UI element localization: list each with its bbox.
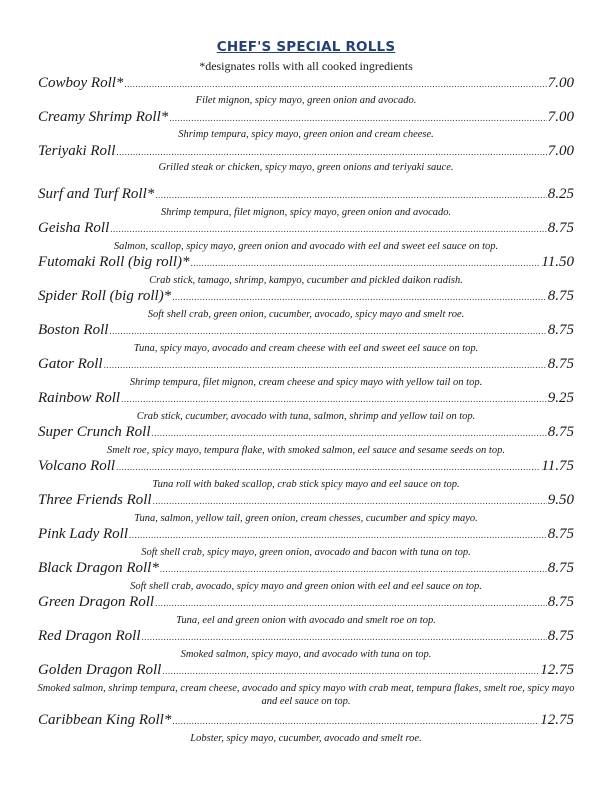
menu-item-row xyxy=(38,143,574,161)
leader-dots xyxy=(110,224,547,234)
leader-dots xyxy=(129,530,547,540)
item-description: Shrimp tempura, spicy mayo, green onion and cream cheese. xyxy=(178,129,434,140)
item-price: 7.00 xyxy=(547,109,574,125)
leader-dots xyxy=(124,79,546,89)
menu-item-row xyxy=(38,526,574,544)
item-price: 8.75 xyxy=(547,594,574,610)
leader-dots xyxy=(121,394,547,404)
item-description: Smelt roe, spicy mayo, tempura flake, with smoked salmon, eel sauce and sesame seeds on top. xyxy=(107,445,505,456)
page-title: CHEF'S SPECIAL ROLLS xyxy=(216,39,396,55)
leader-dots xyxy=(109,326,546,336)
page-subtitle: *designates rolls with all cooked ingredients xyxy=(199,59,413,73)
leader-dots xyxy=(160,564,547,574)
menu-item-row xyxy=(38,75,574,93)
item-description: Smoked salmon, spicy mayo, and avocado with tuna on top. xyxy=(180,649,432,660)
item-name: Red Dragon Roll xyxy=(38,628,141,644)
item-name: Volcano Roll xyxy=(38,458,116,474)
item-description: Soft shell crab, spicy mayo, green onion, avocado and bacon with tuna on top. xyxy=(141,547,471,558)
item-description: Soft shell crab, green onion, cucumber, avocado, spicy mayo and smelt roe. xyxy=(147,309,465,320)
item-name: Spider Roll (big roll)* xyxy=(38,288,172,304)
leader-dots xyxy=(116,462,540,472)
item-price: 7.00 xyxy=(547,75,574,91)
menu-item-row xyxy=(38,109,574,127)
menu-item-row xyxy=(38,628,574,646)
menu-item-row xyxy=(38,712,574,730)
item-price: 7.00 xyxy=(547,143,574,159)
menu-item-row xyxy=(38,424,574,442)
leader-dots xyxy=(104,360,547,370)
item-name: Cowboy Roll* xyxy=(38,75,124,91)
item-price: 9.25 xyxy=(547,390,574,406)
leader-dots xyxy=(155,190,546,200)
item-description: Smoked salmon, shrimp tempura, cream cheese, avocado and spicy mayo with crab meat, tempura flakes, smelt roe, spicy mayo and eel sauce on top. xyxy=(37,683,575,707)
item-description: Salmon, scallop, spicy mayo, green onion and avocado with eel and sweet eel sauce on top. xyxy=(113,241,499,252)
item-price: 11.75 xyxy=(541,458,574,474)
item-name: Three Friends Roll xyxy=(38,492,152,508)
item-description: Tuna, spicy mayo, avocado and cream cheese with eel and sweet eel sauce on top. xyxy=(133,343,479,354)
item-description: Shrimp tempura, filet mignon, spicy mayo, green onion and avocado. xyxy=(160,207,452,218)
menu-item-row xyxy=(38,186,574,204)
item-name: Gator Roll xyxy=(38,356,103,372)
leader-dots xyxy=(191,258,541,268)
item-name: Pink Lady Roll xyxy=(38,526,128,542)
item-name: Boston Roll xyxy=(38,322,109,338)
item-price: 9.50 xyxy=(547,492,574,508)
menu-item-row xyxy=(38,458,574,476)
leader-dots xyxy=(155,598,547,608)
item-description: Tuna roll with baked scallop, crab stick spicy mayo and eel sauce on top. xyxy=(152,479,460,490)
item-name: Rainbow Roll xyxy=(38,390,121,406)
menu-item-row xyxy=(38,492,574,510)
leader-dots xyxy=(142,632,547,642)
menu-item-row xyxy=(38,322,574,340)
item-description: Crab stick, cucumber, avocado with tuna, salmon, shrimp and yellow tail on top. xyxy=(136,411,476,422)
item-name: Green Dragon Roll xyxy=(38,594,155,610)
item-price: 8.75 xyxy=(547,560,574,576)
menu-item-row xyxy=(38,356,574,374)
menu-item-row xyxy=(38,390,574,408)
menu-item-row xyxy=(38,662,574,680)
menu-item-row xyxy=(38,254,574,272)
item-description: Grilled steak or chicken, spicy mayo, green onions and teriyaki sauce. xyxy=(158,162,454,173)
item-name: Futomaki Roll (big roll)* xyxy=(38,254,190,270)
menu-item-row xyxy=(38,288,574,306)
item-price: 8.25 xyxy=(547,186,574,202)
item-name: Golden Dragon Roll xyxy=(38,662,162,678)
item-price: 8.75 xyxy=(547,288,574,304)
item-description: Shrimp tempura, filet mignon, cream cheese and spicy mayo with yellow tail on top. xyxy=(129,377,483,388)
item-name: Creamy Shrimp Roll* xyxy=(38,109,169,125)
item-name: Black Dragon Roll* xyxy=(38,560,159,576)
item-price: 8.75 xyxy=(547,424,574,440)
menu-item-row xyxy=(38,560,574,578)
item-name: Super Crunch Roll xyxy=(38,424,151,440)
leader-dots xyxy=(169,113,546,123)
item-name: Surf and Turf Roll* xyxy=(38,186,155,202)
leader-dots xyxy=(116,147,546,157)
item-price: 8.75 xyxy=(547,356,574,372)
item-name: Caribbean King Roll* xyxy=(38,712,172,728)
leader-dots xyxy=(152,428,547,438)
item-description: Lobster, spicy mayo, cucumber, avocado and smelt roe. xyxy=(190,733,422,744)
item-price: 11.50 xyxy=(541,254,574,270)
item-price: 8.75 xyxy=(547,220,574,236)
item-price: 12.75 xyxy=(540,662,574,678)
item-description: Tuna, eel and green onion with avocado and smelt roe on top. xyxy=(176,615,436,626)
item-description: Crab stick, tamago, shrimp, kampyo, cucumber and pickled daikon radish. xyxy=(149,275,463,286)
leader-dots xyxy=(153,496,547,506)
item-description: Filet mignon, spicy mayo, green onion and avocado. xyxy=(195,95,417,106)
item-price: 8.75 xyxy=(547,628,574,644)
item-description: Soft shell crab, avocado, spicy mayo and green onion with eel and eel sauce on top. xyxy=(130,581,482,592)
item-name: Teriyaki Roll xyxy=(38,143,116,159)
leader-dots xyxy=(162,666,539,676)
menu-item-row xyxy=(38,220,574,238)
item-price: 12.75 xyxy=(540,712,574,728)
item-price: 8.75 xyxy=(547,322,574,338)
item-name: Geisha Roll xyxy=(38,220,110,236)
item-price: 8.75 xyxy=(547,526,574,542)
leader-dots xyxy=(172,292,547,302)
menu-item-row xyxy=(38,594,574,612)
item-description: Tuna, salmon, yellow tail, green onion, cream chesses, cucumber and spicy mayo. xyxy=(134,513,478,524)
leader-dots xyxy=(172,716,539,726)
